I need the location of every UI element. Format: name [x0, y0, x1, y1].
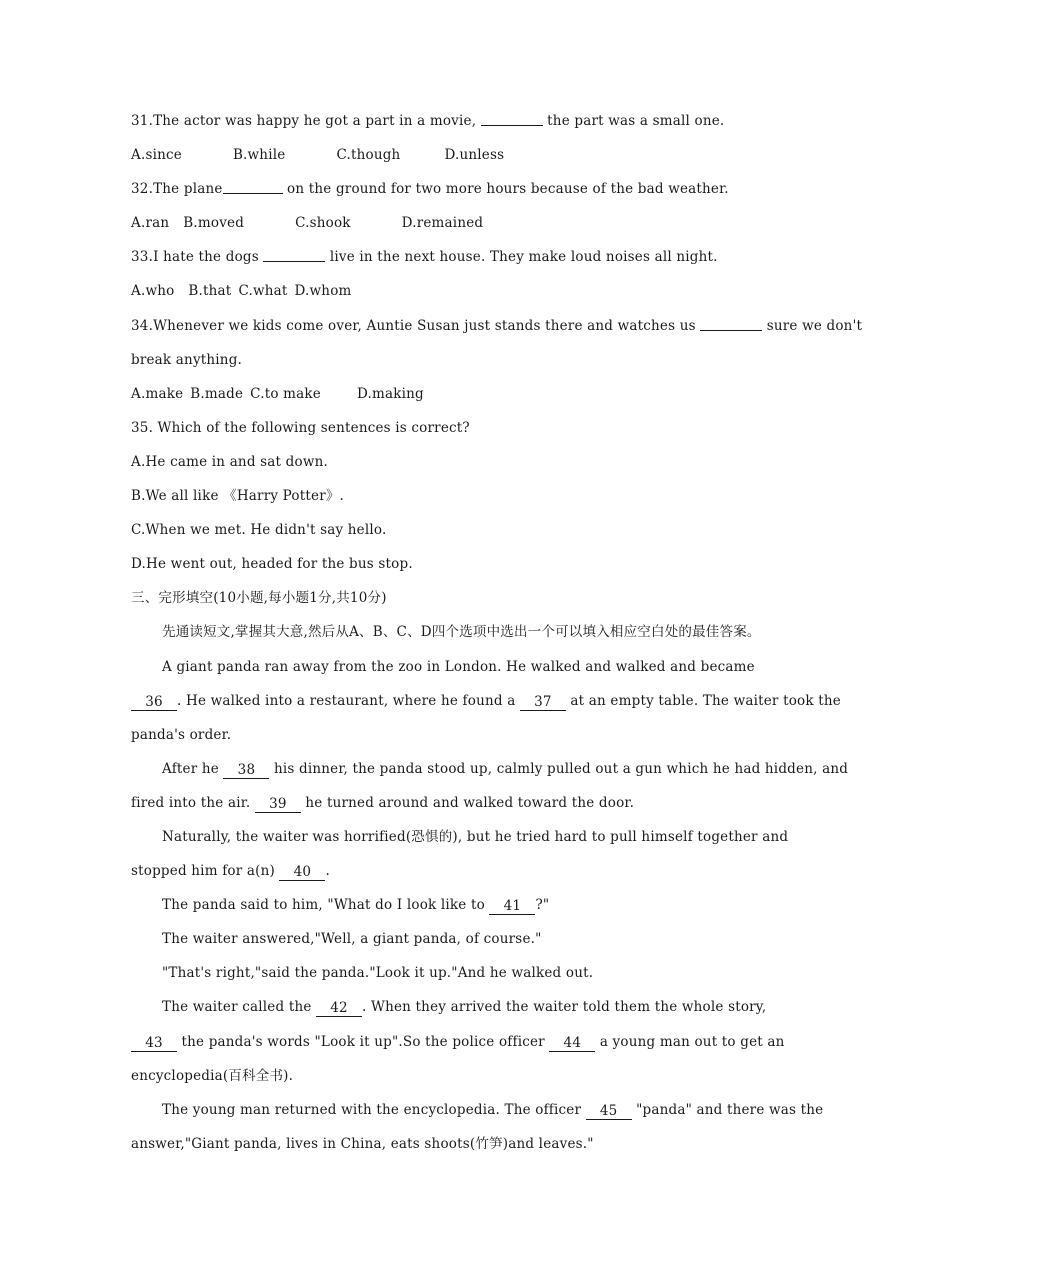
question-33: 33.I hate the dogs live in the next house. They make loud noises all night. [131, 240, 911, 274]
passage-line: 43 the panda's words "Look it up".So the police officer 44 a young man out to get an [131, 1025, 911, 1059]
option-35-b: B.We all like 《Harry Potter》. [131, 488, 345, 505]
passage-line: The panda said to him, "What do I look like to 41 ?" [162, 897, 550, 915]
cloze-blank-38: 38 [223, 763, 269, 779]
cloze-blank-44: 44 [549, 1036, 595, 1052]
option-35-d: D.He went out, headed for the bus stop. [131, 556, 413, 573]
cloze-blank-41: 41 [489, 899, 535, 915]
section-heading: 三、完形填空(10小题,每小题1分,共10分) [131, 590, 387, 607]
question-34-continued: break anything. [131, 351, 243, 368]
cloze-blank-37: 37 [520, 695, 566, 711]
passage-line: 36 . He walked into a restaurant, where he found a 37 at an empty table. The waiter took the [131, 684, 911, 718]
passage-line: A giant panda ran away from the zoo in London. He walked and walked and became [162, 658, 755, 675]
answer-blank [481, 110, 543, 126]
options-33: A.who B.that C.what D.whom [131, 283, 352, 300]
cloze-blank-43: 43 [131, 1036, 177, 1052]
answer-blank [223, 178, 283, 194]
answer-blank [700, 315, 762, 331]
options-32: A.ran B.moved C.shook D.remained [131, 215, 484, 232]
section-instruction: 先通读短文,掌握其大意,然后从A、B、C、D四个选项中选出一个可以填入相应空白处的最佳答案。 [162, 624, 761, 641]
passage-line: The waiter answered,"Well, a giant panda, of course." [162, 931, 542, 948]
passage-line: fired into the air. 39 he turned around and walked toward the door. [131, 794, 635, 812]
passage-line: Naturally, the waiter was horrified(恐惧的), but he tried hard to pull himself together and [162, 828, 789, 845]
options-34: A.make B.made C.to make D.making [131, 385, 424, 402]
passage-line: answer,"Giant panda, lives in China, eats shoots(竹笋)and leaves." [131, 1135, 594, 1152]
answer-blank [263, 246, 325, 262]
passage-line: panda's order. [131, 726, 232, 743]
passage-line: "That's right,"said the panda."Look it up."And he walked out. [162, 965, 594, 982]
cloze-blank-45: 45 [586, 1104, 632, 1120]
question-34: 34.Whenever we kids come over, Auntie Susan just stands there and watches us sure we don't [131, 309, 911, 343]
cloze-blank-42: 42 [316, 1001, 362, 1017]
question-35: 35. Which of the following sentences is correct? [131, 419, 470, 436]
passage-line: stopped him for a(n) 40 . [131, 863, 330, 881]
passage-line: The waiter called the 42 . When they arrived the waiter told them the whole story, [162, 999, 767, 1017]
passage-line: The young man returned with the encyclopedia. The officer 45 "panda" and there was the [162, 1101, 824, 1119]
options-31: A.since B.while C.though D.unless [131, 147, 505, 164]
cloze-blank-39: 39 [255, 797, 301, 813]
passage-line: After he 38 his dinner, the panda stood up, calmly pulled out a gun which he had hidden, and [162, 760, 849, 778]
option-35-c: C.When we met. He didn't say hello. [131, 522, 387, 539]
question-32: 32.The plane on the ground for two more hours because of the bad weather. [131, 172, 911, 206]
passage-line: encyclopedia(百科全书). [131, 1067, 294, 1084]
option-35-a: A.He came in and sat down. [131, 453, 328, 470]
cloze-blank-36: 36 [131, 695, 177, 711]
exam-page [131, 104, 911, 1161]
question-31: 31.The actor was happy he got a part in a movie, the part was a small one. [131, 104, 911, 138]
cloze-blank-40: 40 [279, 865, 325, 881]
